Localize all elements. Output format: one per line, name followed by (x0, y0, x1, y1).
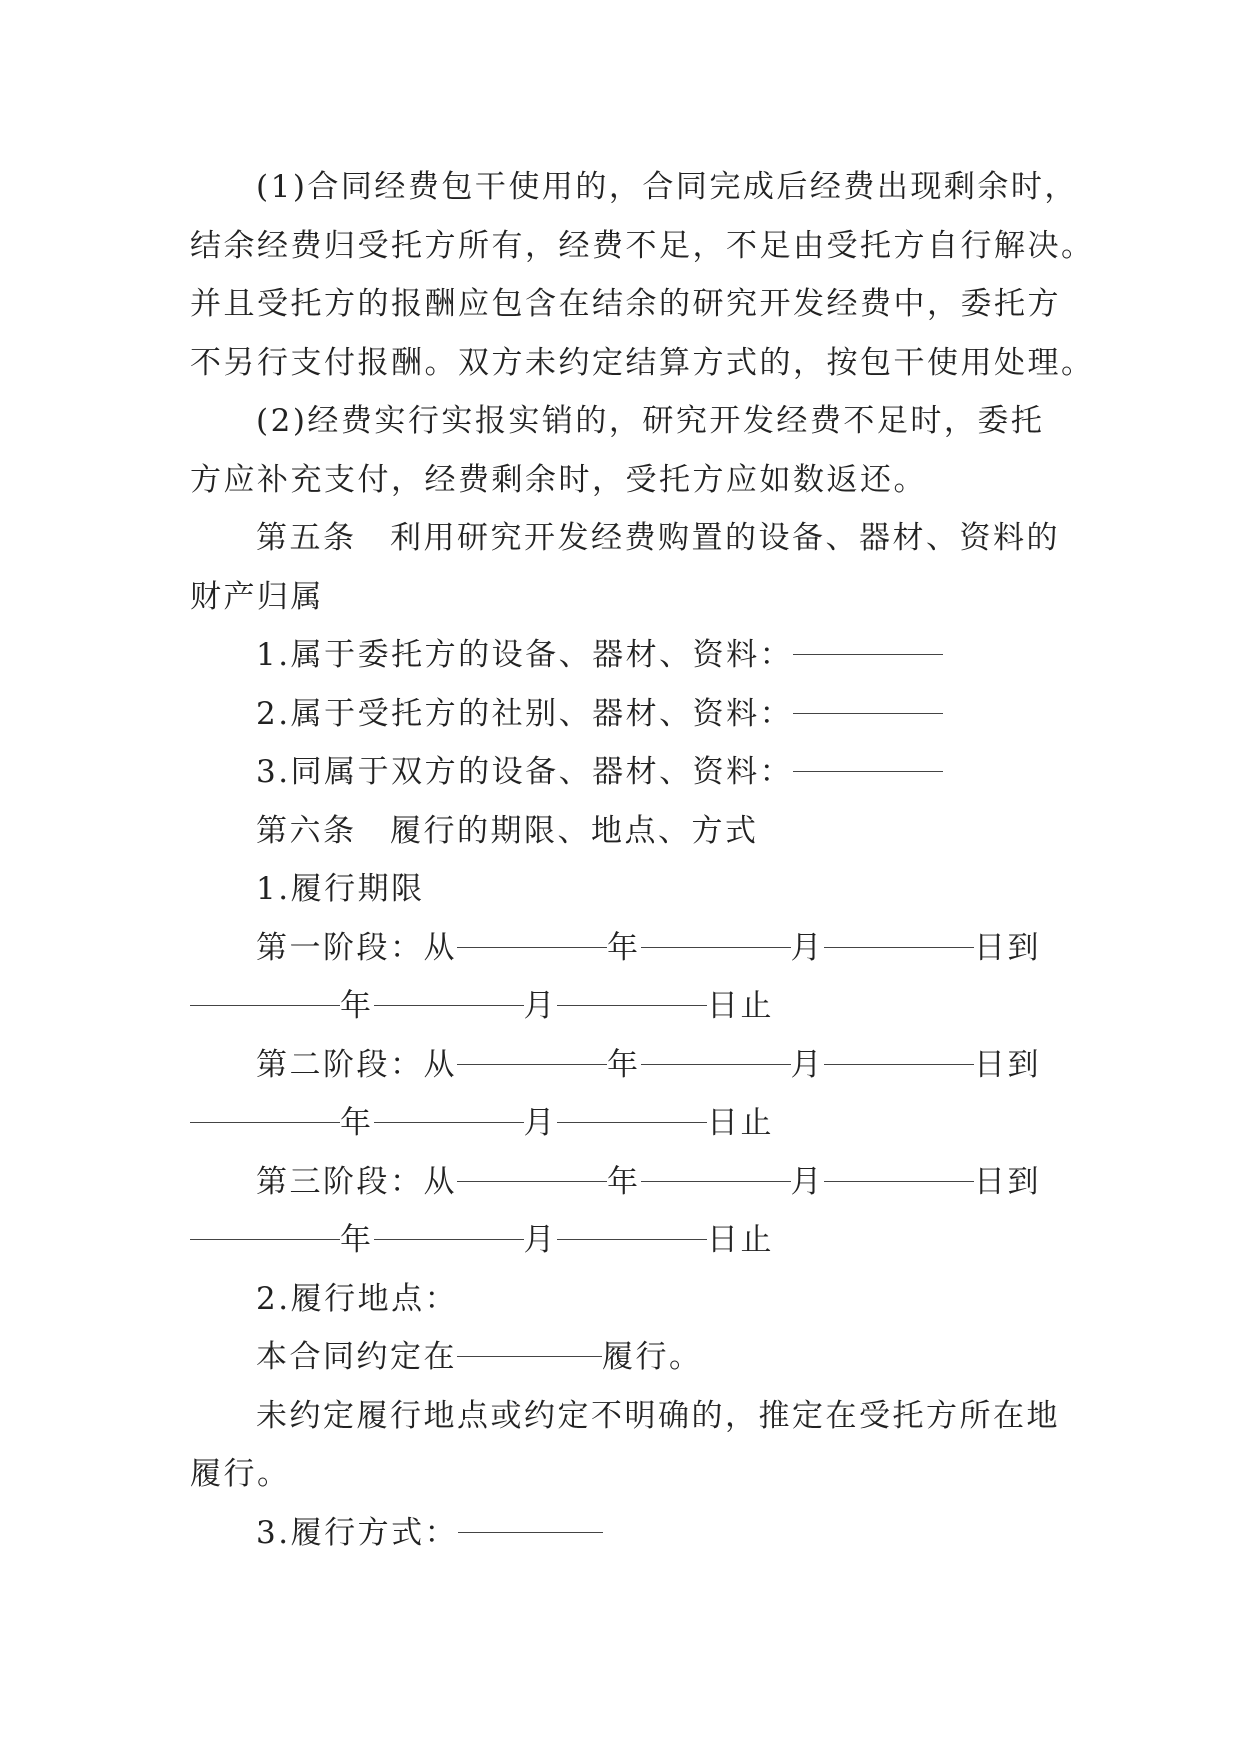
paragraph-line: 结余经费归受托方所有，经费不足，不足由受托方自行解决。 (190, 227, 1095, 264)
fill-blank[interactable] (374, 1121, 524, 1123)
unit-label: 日到 (974, 1046, 1041, 1083)
stage-line (190, 1094, 1050, 1153)
unit-label: 日止 (707, 988, 774, 1024)
stage-line (190, 977, 1050, 1036)
unit-label: 年 (607, 1046, 641, 1083)
fill-blank[interactable] (457, 946, 607, 948)
fill-blank[interactable] (641, 1063, 791, 1065)
article-heading: 财产归属 (190, 578, 324, 615)
unit-label: 月 (523, 1222, 557, 1258)
paragraph-line: (2)经费实行实报实销的，研究开发经费不足时，委托 (256, 403, 1045, 439)
unit-label: 月 (523, 988, 557, 1024)
fill-blank[interactable] (824, 1180, 974, 1182)
place-line (190, 1328, 1050, 1387)
stage-label: 第二阶段：从 (256, 1046, 457, 1083)
fill-blank[interactable] (457, 1180, 607, 1182)
stage-line (190, 1036, 1050, 1095)
fill-blank[interactable] (557, 1121, 707, 1123)
fill-blank[interactable] (641, 1180, 791, 1182)
fill-blank[interactable] (557, 1238, 707, 1240)
unit-label: 日到 (974, 929, 1041, 966)
unit-label: 年 (607, 1163, 641, 1200)
unit-label: 月 (790, 929, 824, 966)
fill-blank[interactable] (457, 1355, 602, 1357)
paragraph-line: 未约定履行地点或约定不明确的，推定在受托方所在地 (256, 1397, 1060, 1434)
unit-label: 月 (790, 1163, 824, 1200)
place-suffix: 履行。 (602, 1339, 703, 1375)
unit-label: 年 (340, 1222, 374, 1258)
property-item-shared (190, 743, 1050, 802)
unit-label: 年 (607, 929, 641, 966)
fill-blank[interactable] (374, 1004, 524, 1006)
item-label: 1.属于委托方的设备、器材、资料： (256, 637, 794, 673)
fill-blank[interactable] (824, 1063, 974, 1065)
paragraph-line: 履行。 (190, 1456, 291, 1492)
place-prefix: 本合同约定在 (256, 1339, 457, 1375)
fill-blank[interactable] (793, 770, 943, 772)
fill-blank[interactable] (190, 1121, 340, 1123)
fill-blank[interactable] (557, 1004, 707, 1006)
section-title: 2.履行地点： (256, 1280, 459, 1317)
unit-label: 日到 (974, 1163, 1041, 1200)
stage-line (190, 1211, 1050, 1270)
section-title: 1.履行期限 (256, 871, 425, 907)
fill-blank[interactable] (190, 1238, 340, 1240)
method-line (190, 1504, 1050, 1563)
contract-page (190, 158, 1095, 1562)
fill-blank[interactable] (793, 653, 943, 655)
unit-label: 月 (790, 1046, 824, 1083)
fill-blank[interactable] (458, 1531, 603, 1533)
fill-blank[interactable] (824, 946, 974, 948)
unit-label: 年 (340, 988, 374, 1024)
item-label: 2.属于受托方的社别、器材、资料： (256, 695, 794, 732)
article-heading: 第五条 利用研究开发经费购置的设备、器材、资料的 (256, 520, 1060, 556)
item-label: 3.同属于双方的设备、器材、资料： (256, 754, 794, 790)
fill-blank[interactable] (641, 946, 791, 948)
article-heading: 第六条 履行的期限、地点、方式 (256, 812, 759, 849)
paragraph-line: 并且受托方的报酬应包含在结余的研究开发经费中，委托方 (190, 286, 1061, 322)
stage-line (190, 919, 1050, 978)
fill-blank[interactable] (457, 1063, 607, 1065)
unit-label: 年 (340, 1105, 374, 1141)
paragraph-line: (1)合同经费包干使用的，合同完成后经费出现剩余时， (256, 169, 1078, 205)
fill-blank[interactable] (374, 1238, 524, 1240)
stage-label: 第三阶段：从 (256, 1163, 457, 1200)
fill-blank[interactable] (793, 712, 943, 714)
fill-blank[interactable] (190, 1004, 340, 1006)
unit-label: 月 (523, 1105, 557, 1141)
method-label: 3.履行方式： (256, 1514, 459, 1551)
property-item-contractor (190, 685, 1050, 744)
property-item-client (190, 626, 1050, 685)
stage-label: 第一阶段：从 (256, 929, 457, 966)
paragraph-line: 方应补充支付，经费剩余时，受托方应如数返还。 (190, 461, 927, 498)
paragraph-line: 不另行支付报酬。双方未约定结算方式的，按包干使用处理。 (190, 344, 1095, 381)
unit-label: 日止 (707, 1105, 774, 1141)
unit-label: 日止 (707, 1222, 774, 1258)
stage-line (190, 1153, 1050, 1212)
